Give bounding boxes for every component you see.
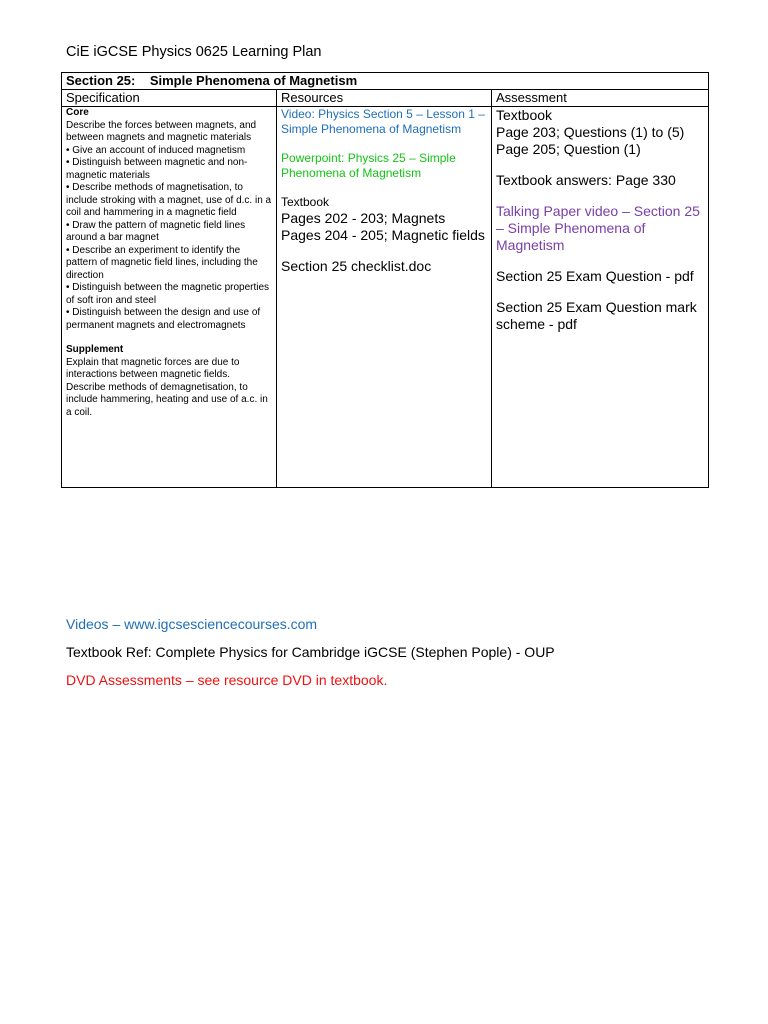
specification-cell	[62, 107, 277, 488]
core-line: • Distinguish between the design and use of permanent magnets and electromagnets	[66, 307, 261, 331]
supplement-label: Supplement	[66, 344, 124, 355]
core-line: • Draw the pattern of magnetic field lines around a bar magnet	[66, 219, 246, 243]
assessment-header: Assessment	[492, 90, 709, 107]
exam-question-link[interactable]: Section 25 Exam Question - pdf	[496, 268, 694, 284]
content-row	[62, 107, 709, 488]
section-heading	[62, 73, 709, 90]
specification-header: Specification	[62, 90, 277, 107]
assessment-cell	[492, 107, 709, 488]
core-line: • Give an account of induced magnetism	[66, 144, 246, 156]
videos-website-link[interactable]: Videos – www.igcsesciencecourses.com	[66, 616, 318, 632]
textbook-answers: Textbook answers: Page 330	[496, 172, 676, 188]
core-line: Describe the forces between magnets, and between magnets and magnetic materials	[66, 119, 257, 143]
video-resource-link[interactable]: Video: Physics Section 5 – Lesson 1 – Simple Phenomena of Magnetism	[281, 107, 485, 136]
resources-header: Resources	[277, 90, 492, 107]
talking-paper-video-link[interactable]: Talking Paper video – Section 25 – Simple Phenomena of Magnetism	[496, 203, 700, 253]
supplement-line: Describe methods of demagnetisation, to include hammering, heating and use of a.c. in a coil.	[66, 381, 268, 418]
column-header-row	[62, 90, 709, 107]
dvd-assessments-note: DVD Assessments – see resource DVD in textbook.	[66, 672, 388, 688]
mark-scheme-link[interactable]: Section 25 Exam Question mark scheme - pdf	[496, 299, 697, 332]
document-title: CiE iGCSE Physics 0625 Learning Plan	[66, 44, 322, 60]
textbook-pages-magnets: Pages 202 - 203; Magnets	[281, 210, 446, 226]
textbook-label: Textbook	[281, 195, 330, 209]
section-number: Section 25:	[66, 73, 136, 88]
core-label: Core	[66, 107, 89, 118]
core-line: • Describe an experiment to identify the pattern of magnetic field lines, including the direction	[66, 244, 258, 281]
assessment-textbook-label: Textbook	[496, 107, 553, 123]
section-name: Simple Phenomena of Magnetism	[149, 73, 358, 88]
core-line: • Distinguish between magnetic and non-magnetic materials	[66, 157, 248, 181]
textbook-reference: Textbook Ref: Complete Physics for Cambridge iGCSE (Stephen Pople) - OUP	[66, 644, 555, 660]
core-line: • Distinguish between the magnetic properties of soft iron and steel	[66, 282, 270, 306]
core-line: • Describe methods of magnetisation, to include stroking with a magnet, use of d.c. in a coil and hammering in a magnetic field	[66, 182, 272, 218]
section-row	[62, 73, 709, 90]
resources-cell	[277, 107, 492, 488]
powerpoint-resource-link[interactable]: Powerpoint: Physics 25 – Simple Phenomena of Magnetism	[281, 151, 456, 180]
supplement-line: Explain that magnetic forces are due to interactions between magnetic fields.	[66, 356, 240, 380]
learning-plan-table	[61, 72, 709, 488]
textbook-pages-fields: Pages 204 - 205; Magnetic fields	[281, 227, 485, 243]
assessment-questions-203: Page 203; Questions (1) to (5)	[496, 124, 685, 140]
checklist-resource-link[interactable]: Section 25 checklist.doc	[281, 258, 432, 274]
assessment-questions-205: Page 205; Question (1)	[496, 141, 641, 157]
